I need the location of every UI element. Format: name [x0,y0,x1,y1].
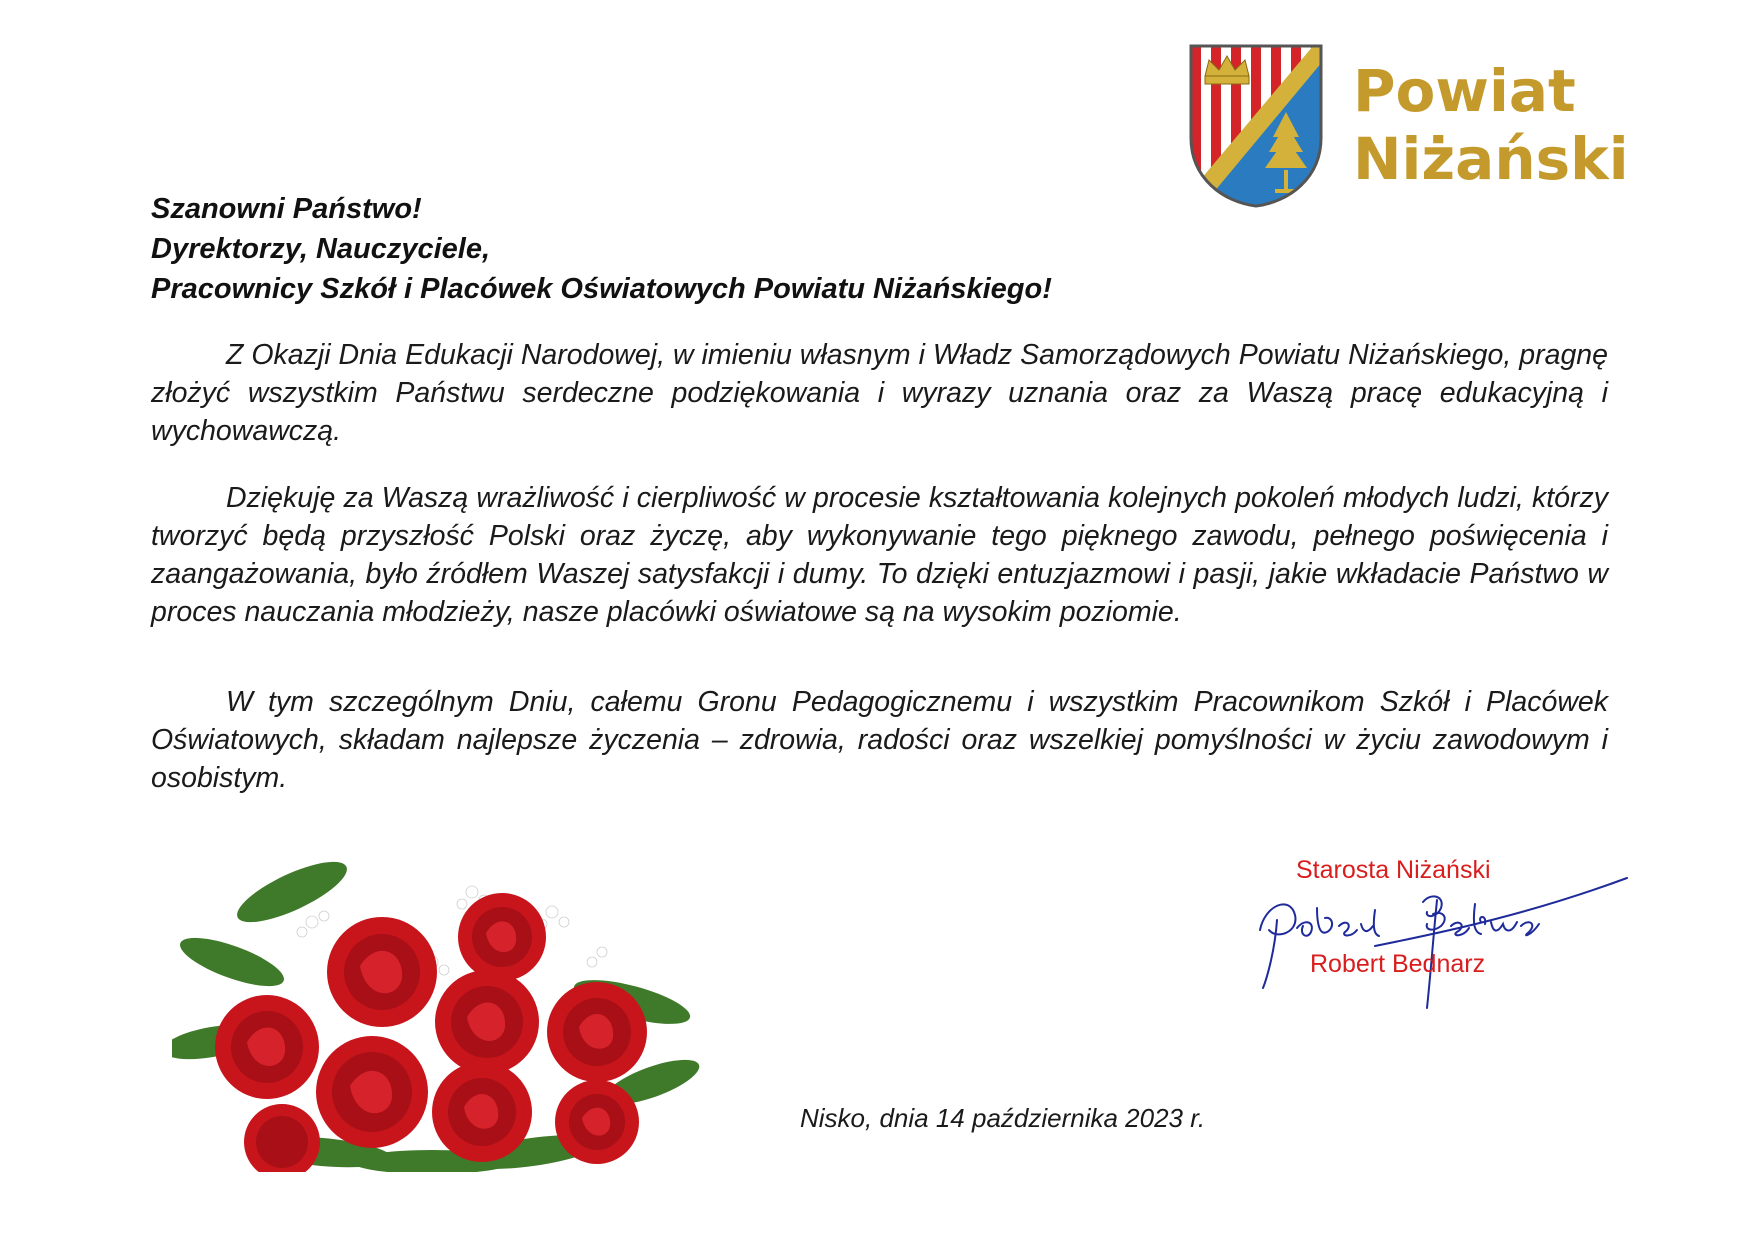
body-paragraph-2: Dziękuję za Waszą wrażliwość i cierpliwość w procesie kształtowania kolejnych pokoleń młodych ludzi, którzy tworzyć będą przyszłość Polski oraz życzę, aby wykonywanie tego pięknego zawodu, pełnego poświęcenia i zaangażowania, było źródłem Waszej satysfakcji i dumy. To dzięki entuzjazmowi i pasji, jakie wkładacie Państwo w proces nauczania młodzieży, nasze placówki oświatowe są na wysokim poziomie. [151,482,1608,628]
signature-name: Robert Bednarz [1310,950,1486,978]
greeting-line-2: Dyrektorzy, Nauczyciele, [151,233,491,265]
body-paragraph-1: Z Okazji Dnia Edukacji Narodowej, w imieniu własnym i Władz Samorządowych Powiatu Niżańskiego, pragnę złożyć wszystkim Państwu serdeczne podziękowania i wyrazy uznania oraz za Waszą pracę edukacyjną i wychowawczą. [151,339,1608,447]
roses-bouquet-icon [172,852,702,1172]
date-line: Nisko, dnia 14 października 2023 r. [800,1103,1206,1133]
body-paragraph-3: W tym szczególnym Dniu, całemu Gronu Pedagogicznemu i wszystkim Pracownikom Szkół i Placówek Oświatowych, składam najlepsze życzenia – zdrowia, radości oraz wszelkiej pomyślności w życiu zawodowym i osobistym. [151,686,1608,794]
handwritten-signature [1255,860,1630,1010]
greeting-line-3: Pracownicy Szkół i Placówek Oświatowych Powiatu Niżańskiego! [151,273,1052,305]
logo-title-line1: Powiat [1353,57,1576,125]
greeting-line-1: Szanowni Państwo! [151,193,422,225]
signature-title: Starosta Niżański [1296,856,1491,884]
logo-title-line2: Niżański [1353,125,1629,193]
powiat-crest-icon [1185,42,1327,210]
